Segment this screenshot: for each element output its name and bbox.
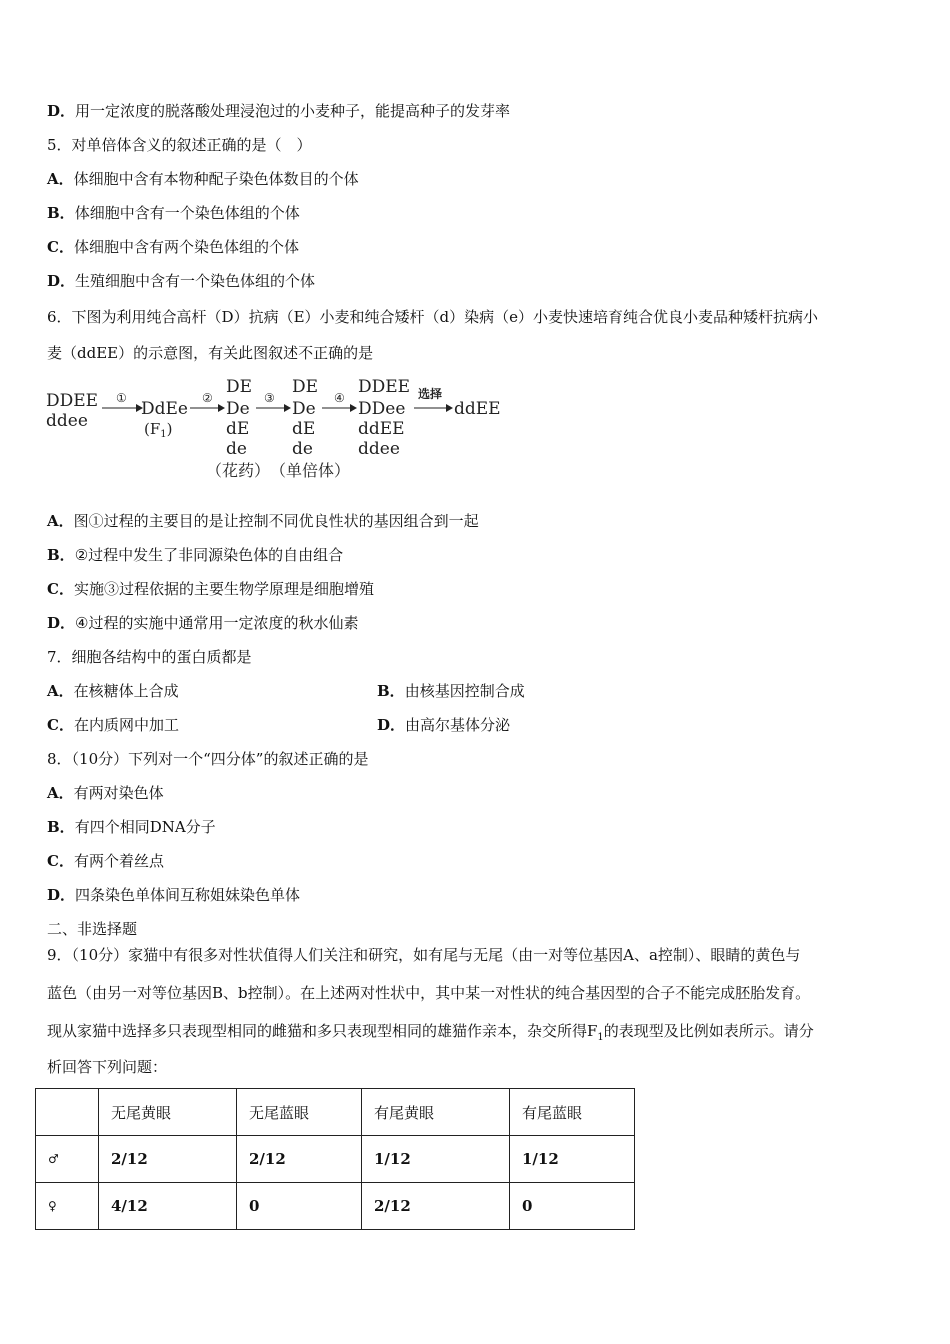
table-header-cell: 有尾黄眼: [362, 1089, 510, 1136]
q9-line3-part2: 的表现型及比例如表所示。请分: [603, 1022, 814, 1040]
q7-option-d: [377, 714, 510, 736]
pollen-label: （花药）: [206, 461, 271, 480]
pollen-1: DE: [226, 377, 253, 397]
q7-option-a: [47, 680, 179, 702]
q7-option-b: [377, 680, 525, 702]
option-text: 图①过程的主要目的是让控制不同优良性状的基因组合到一起: [73, 512, 479, 530]
result-genotype: ddEE: [454, 399, 501, 419]
q6-option-b: [47, 544, 343, 566]
table-cell: 2/12: [99, 1136, 237, 1183]
option-text: 体细胞中含有本物种配子染色体数目的个体: [73, 170, 359, 188]
table-cell: 1/12: [510, 1136, 635, 1183]
table-header-cell: 有尾蓝眼: [510, 1089, 635, 1136]
option-text: 用一定浓度的脱落酸处理浸泡过的小麦种子，能提高种子的发芽率: [75, 102, 511, 120]
arrow-2-head: [218, 404, 225, 412]
q5-option-a: [47, 168, 359, 190]
option-letter: A．: [47, 682, 74, 700]
option-letter: C．: [47, 852, 74, 870]
diploid-2: DDee: [358, 399, 406, 419]
table-cell: 0: [237, 1183, 362, 1230]
haploid-3: dE: [292, 419, 316, 439]
table-row: [36, 1136, 635, 1183]
step1-label: ①: [116, 391, 127, 405]
option-letter: D．: [47, 886, 76, 904]
table-cell: 4/12: [99, 1183, 237, 1230]
option-text: 由核基因控制合成: [404, 682, 525, 700]
step3-label: ③: [264, 391, 275, 405]
option-letter: C．: [47, 580, 74, 598]
phenotype-table: [35, 1088, 635, 1230]
select-label: 选择: [418, 387, 443, 401]
option-letter: B．: [377, 682, 405, 700]
haploid-2: De: [292, 399, 316, 419]
q9-line3-sub: 1: [597, 1032, 604, 1043]
table-header-cell: 无尾蓝眼: [237, 1089, 362, 1136]
q6-stem-line1: 6．下图为利用纯合高杆（D）抗病（E）小麦和纯合矮杆（d）染病（e）小麦快速培育纯合优良小麦品种矮杆抗病小: [47, 308, 819, 326]
option-letter: B．: [47, 818, 75, 836]
step2-label: ②: [202, 391, 213, 405]
option-letter: A．: [47, 512, 74, 530]
q9-line3-part1: 现从家猫中选择多只表现型相同的雌猫和多只表现型相同的雄猫作亲本，杂交所得F: [47, 1022, 598, 1040]
option-text: 在内质网中加工: [73, 716, 179, 734]
q6-option-d: [47, 612, 358, 634]
q5-stem: 5．对单倍体含义的叙述正确的是（ ）: [47, 136, 312, 154]
table-cell: 2/12: [237, 1136, 362, 1183]
option-letter: D．: [47, 272, 76, 290]
option-text: ④过程的实施中通常用一定浓度的秋水仙素: [75, 614, 359, 632]
option-text: 体细胞中含有一个染色体组的个体: [74, 204, 300, 222]
table-header-row: [36, 1089, 635, 1136]
option-letter: C．: [47, 716, 74, 734]
option-text: 实施③过程依据的主要生物学原理是细胞增殖: [73, 580, 374, 598]
q5-option-c: [47, 236, 299, 258]
option-text: 有两对染色体: [73, 784, 164, 802]
diploid-4: ddee: [358, 439, 400, 459]
q5-option-b: [47, 202, 300, 224]
option-text: 有两个着丝点: [73, 852, 164, 870]
parent1-label: DDEE: [46, 391, 99, 411]
arrow-3-head: [284, 404, 291, 412]
section-title: 二、非选择题: [47, 920, 138, 938]
q9-line1: 9．（10分）家猫中有很多对性状值得人们关注和研究，如有尾与无尾（由一对等位基因A、a控制）、眼睛的黄色与: [47, 946, 801, 964]
pollen-2: De: [226, 399, 250, 419]
haploid-4: de: [292, 439, 313, 459]
table-header-cell: 无尾黄眼: [99, 1089, 237, 1136]
option-text: 四条染色单体间互称姐妹染色单体: [75, 886, 301, 904]
haploid-label: （单倍体）: [270, 461, 351, 480]
q8-option-a: [47, 782, 164, 804]
q9-line3: [47, 1020, 814, 1049]
q4-option-d: [47, 100, 510, 122]
option-text: 由高尔基体分泌: [405, 716, 511, 734]
option-letter: C．: [47, 238, 74, 256]
table-row: [36, 1183, 635, 1230]
q5-option-d: [47, 270, 315, 292]
sex-symbol-female: ♀: [36, 1183, 99, 1230]
step4-label: ④: [334, 391, 345, 405]
option-text: 有四个相同DNA分子: [74, 818, 216, 836]
arrow-4-head: [350, 404, 357, 412]
q8-option-b: [47, 816, 216, 838]
option-letter: D．: [377, 716, 406, 734]
option-letter: D．: [47, 102, 76, 120]
q6-option-a: [47, 510, 479, 532]
option-letter: B．: [47, 204, 75, 222]
q9-line2: 蓝色（由另一对等位基因B、b控制）。在上述两对性状中，其中某一对性状的纯合基因型的合子不能完成胚胎发育。: [47, 984, 811, 1002]
parent2-label: ddee: [46, 411, 88, 431]
f1-genotype: DdEe: [141, 399, 188, 419]
breeding-diagram: [44, 372, 564, 492]
q9-line4: 析回答下列问题：: [47, 1058, 168, 1076]
q6-stem-line2: 麦（ddEE）的示意图，有关此图叙述不正确的是: [47, 344, 374, 362]
option-text: 在核糖体上合成: [73, 682, 179, 700]
q8-option-c: [47, 850, 164, 872]
diploid-3: ddEE: [358, 419, 405, 439]
option-letter: A．: [47, 784, 74, 802]
pollen-4: de: [226, 439, 247, 459]
f1-label: $(F_1)$: [144, 420, 173, 440]
option-text: ②过程中发生了非同源染色体的自由组合: [74, 546, 344, 564]
table-cell: 0: [510, 1183, 635, 1230]
q8-stem: 8．（10分）下列对一个“四分体”的叙述正确的是: [47, 750, 369, 768]
q7-stem: 7．细胞各结构中的蛋白质都是: [47, 648, 252, 666]
q6-option-c: [47, 578, 374, 600]
arrow-select-head: [446, 404, 453, 412]
q7-option-c: [47, 714, 179, 736]
option-letter: D．: [47, 614, 76, 632]
haploid-1: DE: [292, 377, 319, 397]
pollen-3: dE: [226, 419, 250, 439]
option-text: 体细胞中含有两个染色体组的个体: [73, 238, 299, 256]
sex-symbol-male: ♂: [36, 1136, 99, 1183]
table-header-cell: [36, 1089, 99, 1136]
table-cell: 2/12: [362, 1183, 510, 1230]
option-text: 生殖细胞中含有一个染色体组的个体: [75, 272, 316, 290]
option-letter: A．: [47, 170, 74, 188]
table-cell: 1/12: [362, 1136, 510, 1183]
q8-option-d: [47, 884, 300, 906]
diploid-1: DDEE: [358, 377, 411, 397]
option-letter: B．: [47, 546, 75, 564]
